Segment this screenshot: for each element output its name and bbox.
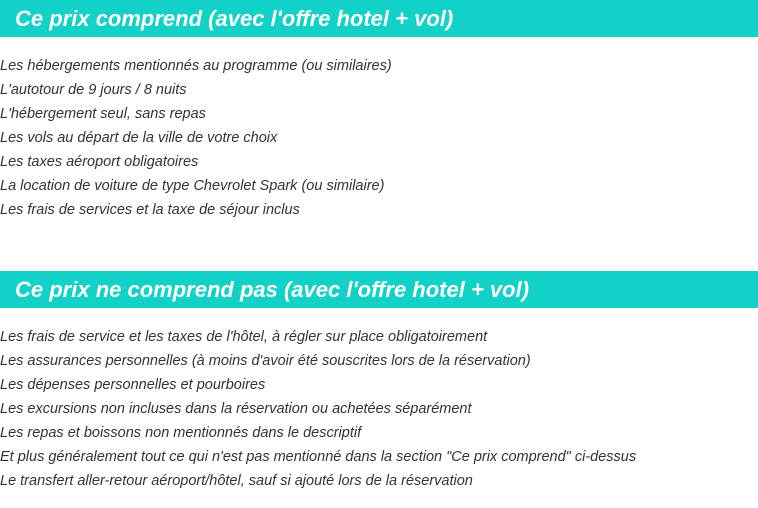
- excluded-item: Le transfert aller-retour aéroport/hôtel, sauf si ajouté lors de la réservation: [0, 473, 473, 489]
- excluded-item: Les repas et boissons non mentionnés dans le descriptif: [0, 425, 362, 441]
- included-item: Les taxes aéroport obligatoires: [0, 154, 199, 170]
- excluded-section: [0, 271, 758, 493]
- included-heading: Ce prix comprend (avec l'offre hotel + vol): [0, 0, 758, 37]
- excluded-item: Les dépenses personnelles et pourboires: [0, 377, 266, 393]
- included-item: L'autotour de 9 jours / 8 nuits: [0, 82, 187, 98]
- excluded-heading: Ce prix ne comprend pas (avec l'offre hotel + vol): [0, 271, 758, 308]
- excluded-item: Les excursions non incluses dans la réservation ou achetées séparément: [0, 401, 472, 417]
- included-item: L'hébergement seul, sans repas: [0, 106, 206, 122]
- included-item: La location de voiture de type Chevrolet Spark (ou similaire): [0, 178, 385, 194]
- included-section: [0, 0, 758, 222]
- included-item: Les hébergements mentionnés au programme (ou similaires): [0, 58, 392, 74]
- excluded-item: Et plus généralement tout ce qui n'est pas mentionné dans la section "Ce prix comprend" ci-dessus: [0, 449, 637, 465]
- excluded-list: [0, 325, 758, 493]
- included-list: [0, 54, 758, 222]
- included-item: Les frais de services et la taxe de séjour inclus: [0, 202, 300, 218]
- included-item: Les vols au départ de la ville de votre choix: [0, 130, 278, 146]
- excluded-item: Les assurances personnelles (à moins d'avoir été souscrites lors de la réservation): [0, 353, 531, 369]
- excluded-item: Les frais de service et les taxes de l'hôtel, à régler sur place obligatoirement: [0, 329, 488, 345]
